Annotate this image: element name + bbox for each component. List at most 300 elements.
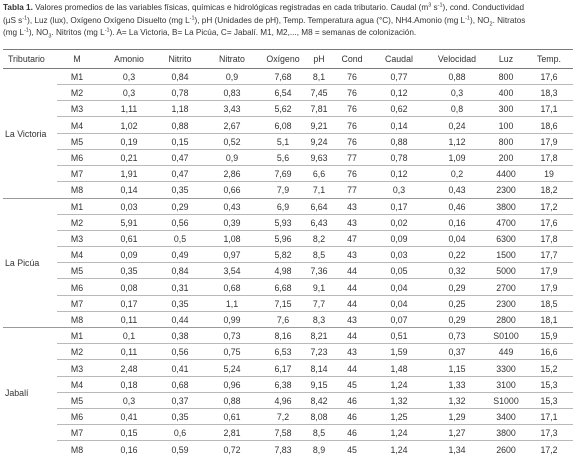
cell-amonio: 0,11 <box>120 347 138 358</box>
cell-caudal: 0,78 <box>390 153 408 163</box>
cell-caudal: 0,04 <box>390 298 408 309</box>
header-tributario: Tributario <box>8 54 45 64</box>
cell-nitrato: 2,81 <box>223 428 241 439</box>
cell-nitrato: 2,67 <box>223 120 241 131</box>
tributario-label: La Victoria <box>5 128 47 139</box>
cell-caudal: 0,51 <box>390 331 408 342</box>
cell-oxigeno: 5,93 <box>274 217 292 228</box>
cell-temp: 17,6 <box>540 72 558 82</box>
cell-temp: 17,9 <box>540 136 558 147</box>
cell-ph: 7,36 <box>310 266 328 277</box>
cell-amonio: 0,18 <box>120 379 138 390</box>
cell-ph: 7,1 <box>312 185 326 196</box>
cell-m: M3 <box>70 363 84 374</box>
table-row <box>57 85 573 101</box>
cell-velocidad: 0,25 <box>448 298 466 309</box>
tributario-label: Jabalí <box>5 388 29 398</box>
header-oxigeno: Oxígeno <box>266 54 300 64</box>
cell-nitrato: 0,97 <box>223 250 241 261</box>
cell-amonio: 2,48 <box>120 363 138 374</box>
cell-luz: 2300 <box>496 298 516 309</box>
cell-amonio: 0,3 <box>122 396 136 406</box>
cell-nitrito: 0,38 <box>171 331 189 342</box>
cell-nitrito: 0,78 <box>171 88 189 99</box>
cell-nitrato: 0,99 <box>223 315 241 325</box>
cell-ph: 9,63 <box>310 153 328 163</box>
cell-nitrito: 0,56 <box>171 347 189 358</box>
table-row <box>57 409 573 425</box>
cell-ph: 6,64 <box>310 201 328 212</box>
cell-velocidad: 0,24 <box>448 120 466 131</box>
cell-velocidad: 0,32 <box>448 266 466 277</box>
header-nitrato: Nitrato <box>219 54 245 64</box>
cell-cond: 76 <box>347 136 357 147</box>
cell-ph: 9,24 <box>310 136 328 147</box>
cell-cond: 77 <box>347 185 357 196</box>
cell-cond: 46 <box>347 428 357 439</box>
cell-nitrito: 0,29 <box>171 201 189 212</box>
cell-nitrito: 0,35 <box>171 185 189 196</box>
table-row <box>57 182 573 198</box>
cell-amonio: 0,11 <box>120 315 138 325</box>
cell-temp: 17,3 <box>540 428 558 439</box>
cell-m: M8 <box>70 444 84 455</box>
table-row <box>57 101 573 117</box>
table-row <box>57 393 573 409</box>
cell-m: M7 <box>70 298 84 309</box>
cell-caudal: 0,02 <box>390 217 408 228</box>
cell-oxigeno: 6,54 <box>274 88 292 99</box>
cell-amonio: 0,3 <box>122 88 136 99</box>
cell-m: M2 <box>70 347 84 358</box>
cell-temp: 15,2 <box>540 363 558 374</box>
table-row <box>57 425 573 441</box>
cell-caudal: 0,12 <box>390 88 408 99</box>
cell-m: M4 <box>70 379 84 390</box>
cell-nitrato: 0,83 <box>223 88 241 99</box>
cell-cond: 46 <box>347 396 357 406</box>
cell-luz: 2700 <box>496 282 516 293</box>
cell-ph: 8,21 <box>310 331 328 342</box>
cell-caudal: 0,88 <box>390 136 408 147</box>
cell-velocidad: 1,34 <box>448 444 466 455</box>
cell-ph: 8,5 <box>312 428 326 439</box>
cell-temp: 17,2 <box>540 444 558 455</box>
cell-caudal: 1,59 <box>390 347 408 358</box>
cell-cond: 44 <box>347 282 357 293</box>
header-luz: Luz <box>498 54 514 64</box>
cell-m: M5 <box>70 136 84 147</box>
cell-ph: 7,23 <box>310 347 328 358</box>
cell-temp: 17,8 <box>540 234 558 244</box>
cell-temp: 18,3 <box>540 88 558 99</box>
table-row <box>57 328 573 344</box>
cell-luz: 5000 <box>496 266 516 277</box>
cell-ph: 8,08 <box>310 412 328 423</box>
cell-caudal: 1,24 <box>390 444 408 455</box>
cell-luz: 2300 <box>496 185 516 196</box>
cell-ph: 6,6 <box>312 169 326 180</box>
header-nitrito: Nitrito <box>168 54 192 64</box>
cell-oxigeno: 7,9 <box>276 185 290 196</box>
cell-cond: 76 <box>347 169 357 180</box>
cell-temp: 18,2 <box>540 185 558 196</box>
cell-nitrito: 0,88 <box>171 120 189 131</box>
cell-ph: 9,15 <box>310 379 328 390</box>
cell-velocidad: 0,22 <box>448 250 466 261</box>
cell-ph: 9,1 <box>312 282 326 293</box>
cell-nitrato: 0,68 <box>223 282 241 293</box>
cell-cond: 43 <box>347 201 357 212</box>
cell-ph: 8,9 <box>312 444 326 455</box>
cell-amonio: 0,61 <box>120 234 138 244</box>
cell-cond: 44 <box>347 298 357 309</box>
cell-caudal: 0,05 <box>390 266 408 277</box>
cell-caudal: 0,17 <box>390 201 408 212</box>
cell-cond: 77 <box>347 153 357 163</box>
cell-oxigeno: 6,9 <box>276 201 290 212</box>
cell-caudal: 0,09 <box>390 234 408 244</box>
cell-nitrato: 0,9 <box>225 72 239 82</box>
cell-ph: 8,42 <box>310 396 328 406</box>
table-row <box>57 69 573 85</box>
cell-temp: 17,9 <box>540 282 558 293</box>
cell-cond: 43 <box>347 217 357 228</box>
cell-cond: 76 <box>347 88 357 99</box>
cell-velocidad: 1,32 <box>448 396 466 406</box>
cell-nitrato: 0,75 <box>223 347 241 358</box>
cell-nitrito: 0,47 <box>171 169 189 180</box>
header-cond: Cond <box>341 54 363 64</box>
cell-m: M2 <box>70 217 84 228</box>
cell-oxigeno: 7,2 <box>276 412 290 423</box>
header-temp: Temp. <box>537 54 561 64</box>
cell-nitrato: 0,43 <box>223 201 241 212</box>
table-top-rule <box>3 49 573 50</box>
cell-luz: 449 <box>498 347 514 358</box>
cell-amonio: 1,02 <box>120 120 138 131</box>
cell-velocidad: 0,8 <box>450 104 464 115</box>
cell-oxigeno: 6,68 <box>274 282 292 293</box>
cell-ph: 7,7 <box>312 298 326 309</box>
header-ph: pH <box>313 54 325 64</box>
cell-oxigeno: 4,98 <box>274 266 292 277</box>
cell-cond: 44 <box>347 266 357 277</box>
cell-oxigeno: 6,53 <box>274 347 292 358</box>
cell-nitrito: 0,35 <box>171 298 189 309</box>
cell-temp: 17,9 <box>540 266 558 277</box>
cell-velocidad: 0,73 <box>448 331 466 342</box>
cell-velocidad: 0,29 <box>448 315 466 325</box>
cell-caudal: 1,24 <box>390 379 408 390</box>
cell-nitrato: 0,9 <box>225 153 239 163</box>
cell-m: M3 <box>70 234 84 244</box>
cell-oxigeno: 7,15 <box>274 298 292 309</box>
cell-luz: 100 <box>498 120 514 131</box>
table-row <box>57 134 573 150</box>
cell-amonio: 5,91 <box>120 217 138 228</box>
cell-m: M6 <box>70 282 84 293</box>
cell-amonio: 0,19 <box>120 136 138 147</box>
cell-temp: 15,9 <box>540 331 558 342</box>
cell-oxigeno: 6,38 <box>274 379 292 390</box>
cell-m: M8 <box>70 315 84 325</box>
cell-nitrito: 0,68 <box>171 379 189 390</box>
cell-cond: 47 <box>347 234 357 244</box>
cell-temp: 19 <box>544 169 554 180</box>
cell-oxigeno: 6,17 <box>274 363 292 374</box>
cell-cond: 76 <box>347 120 357 131</box>
cell-velocidad: 0,3 <box>450 88 464 99</box>
cell-amonio: 0,35 <box>120 266 138 277</box>
cell-cond: 46 <box>347 412 357 423</box>
cell-nitrito: 0,44 <box>171 315 189 325</box>
cell-oxigeno: 5,62 <box>274 104 292 115</box>
table-row <box>57 199 573 215</box>
cell-luz: 2800 <box>496 315 516 325</box>
cell-m: M7 <box>70 428 84 439</box>
cell-caudal: 0,07 <box>390 315 408 325</box>
cell-velocidad: 0,16 <box>448 217 466 228</box>
cell-nitrito: 0,41 <box>171 363 189 374</box>
cell-oxigeno: 7,69 <box>274 169 292 180</box>
cell-ph: 8,2 <box>312 234 326 244</box>
cell-nitrato: 3,43 <box>223 104 241 115</box>
cell-luz: 200 <box>498 153 514 163</box>
cell-luz: 1500 <box>496 250 516 261</box>
cell-velocidad: 1,12 <box>448 136 466 147</box>
table-row <box>57 215 573 231</box>
header-caudal: Caudal <box>385 54 413 64</box>
cell-m: M5 <box>70 266 84 277</box>
cell-ph: 8,14 <box>310 363 328 374</box>
cell-nitrito: 0,59 <box>171 444 189 455</box>
cell-oxigeno: 7,83 <box>274 444 292 455</box>
cell-velocidad: 0,2 <box>450 169 464 180</box>
cell-temp: 18,5 <box>540 298 558 309</box>
cell-nitrito: 0,56 <box>171 217 189 228</box>
cell-caudal: 1,48 <box>390 363 408 374</box>
cell-nitrato: 1,08 <box>223 234 241 244</box>
cell-nitrato: 1,1 <box>225 298 239 309</box>
header-velocidad: Velocidad <box>437 54 477 64</box>
cell-cond: 43 <box>347 250 357 261</box>
cell-m: M7 <box>70 169 84 180</box>
cell-m: M1 <box>70 331 84 342</box>
cell-caudal: 0,12 <box>390 169 408 180</box>
cell-nitrito: 0,5 <box>173 234 187 244</box>
cell-amonio: 0,1 <box>122 331 136 342</box>
cell-cond: 76 <box>347 104 357 115</box>
cell-luz: S0100 <box>493 331 519 342</box>
cell-nitrito: 0,49 <box>171 250 189 261</box>
table-row <box>57 361 573 377</box>
cell-amonio: 0,17 <box>120 298 138 309</box>
cell-amonio: 0,09 <box>120 250 138 261</box>
cell-cond: 44 <box>347 363 357 374</box>
cell-amonio: 0,16 <box>120 444 138 455</box>
cell-cond: 45 <box>347 444 357 455</box>
table-row <box>57 231 573 247</box>
cell-luz: 800 <box>498 136 514 147</box>
cell-velocidad: 0,43 <box>448 185 466 196</box>
cell-velocidad: 0,04 <box>448 234 466 244</box>
cell-temp: 17,7 <box>540 250 558 261</box>
cell-oxigeno: 7,68 <box>274 72 292 82</box>
cell-m: M4 <box>70 250 84 261</box>
cell-nitrato: 0,52 <box>223 136 241 147</box>
table-row <box>57 247 573 263</box>
cell-ph: 7,81 <box>310 104 328 115</box>
cell-velocidad: 1,27 <box>448 428 466 439</box>
cell-temp: 16,6 <box>540 347 558 358</box>
cell-m: M2 <box>70 88 84 99</box>
header-amonio: Amonio <box>114 54 144 64</box>
caption-label: Tabla 1. <box>3 3 33 12</box>
cell-amonio: 1,91 <box>120 169 138 180</box>
cell-luz: 800 <box>498 72 514 82</box>
cell-nitrato: 0,66 <box>223 185 241 196</box>
cell-caudal: 0,3 <box>392 185 406 196</box>
cell-velocidad: 0,46 <box>448 201 466 212</box>
cell-cond: 43 <box>347 315 357 325</box>
cell-oxigeno: 6,08 <box>274 120 292 131</box>
table-caption: Tabla 1. Valores promedios de las variables físicas, químicas e hidrológicas registradas en cada tributario. Caudal ($m^3$ $s^{-1}$), cond. Conductividad (µS $s^{-1}$), Luz (lux), Oxígeno Oxígeno Disuelto (mg $L^{-1}$), pH (Unidades de pH), Temp. Temperatura agua (°C), NH4.Amonio (mg $L^{-1}$), $NO_2$. Nitratos (mg $L^{-1}$), $NO_3$. Nitritos (mg $L^{-1}$). A= La Victoria, B= La Picúa, C= Jabalí. M1, M2,..., M8 = semanas de colonización. <box>3 2 526 40</box>
cell-amonio: 0,08 <box>120 282 138 293</box>
table-row <box>57 118 573 134</box>
cell-m: M5 <box>70 396 84 406</box>
cell-oxigeno: 7,6 <box>276 315 290 325</box>
cell-cond: 45 <box>347 379 357 390</box>
cell-temp: 17,1 <box>540 104 558 115</box>
cell-nitrito: 0,37 <box>171 396 189 406</box>
cell-m: M6 <box>70 412 84 423</box>
cell-luz: S1000 <box>493 396 519 406</box>
cell-ph: 8,1 <box>312 72 326 82</box>
cell-amonio: 0,14 <box>120 185 138 196</box>
cell-nitrito: 0,6 <box>173 428 187 439</box>
cell-oxigeno: 5,6 <box>276 153 290 163</box>
cell-luz: 3800 <box>496 201 516 212</box>
cell-caudal: 0,77 <box>390 72 408 82</box>
cell-nitrato: 5,24 <box>223 363 241 374</box>
cell-velocidad: 1,15 <box>448 363 466 374</box>
cell-nitrato: 0,73 <box>223 331 241 342</box>
cell-velocidad: 0,88 <box>448 72 466 82</box>
cell-temp: 17,1 <box>540 412 558 423</box>
cell-luz: 3300 <box>496 363 516 374</box>
cell-nitrito: 1,18 <box>171 104 189 115</box>
cell-temp: 18,6 <box>540 120 558 131</box>
cell-temp: 17,8 <box>540 153 558 163</box>
cell-temp: 15,3 <box>540 379 558 390</box>
cell-caudal: 1,25 <box>390 412 408 423</box>
cell-amonio: 0,21 <box>120 153 138 163</box>
cell-nitrato: 0,96 <box>223 379 241 390</box>
cell-oxigeno: 5,96 <box>274 234 292 244</box>
cell-m: M6 <box>70 153 84 163</box>
cell-ph: 6,43 <box>310 217 328 228</box>
table-row <box>57 312 573 328</box>
cell-cond: 43 <box>347 347 357 358</box>
cell-amonio: 0,3 <box>122 72 136 82</box>
cell-caudal: 0,04 <box>390 282 408 293</box>
table-row <box>57 263 573 279</box>
cell-m: M4 <box>70 120 84 131</box>
cell-ph: 8,5 <box>312 250 326 261</box>
cell-m: M3 <box>70 104 84 115</box>
cell-nitrato: 2,86 <box>223 169 241 180</box>
cell-oxigeno: 5,82 <box>274 250 292 261</box>
table-row <box>57 377 573 393</box>
cell-temp: 17,6 <box>540 217 558 228</box>
table-row <box>57 166 573 182</box>
cell-nitrito: 0,84 <box>171 72 189 82</box>
table-row <box>57 150 573 166</box>
cell-nitrato: 0,72 <box>223 444 241 455</box>
cell-ph: 9,21 <box>310 120 328 131</box>
cell-nitrito: 0,47 <box>171 153 189 163</box>
cell-caudal: 0,14 <box>390 120 408 131</box>
cell-velocidad: 1,33 <box>448 379 466 390</box>
cell-luz: 6300 <box>496 234 516 244</box>
cell-nitrito: 0,31 <box>171 282 189 293</box>
cell-luz: 3400 <box>496 412 516 423</box>
cell-luz: 300 <box>498 104 514 115</box>
cell-oxigeno: 4,96 <box>274 396 292 406</box>
cell-oxigeno: 7,58 <box>274 428 292 439</box>
cell-luz: 4400 <box>496 169 516 180</box>
cell-cond: 76 <box>347 72 357 82</box>
cell-velocidad: 0,37 <box>448 347 466 358</box>
cell-temp: 15,3 <box>540 396 558 406</box>
cell-luz: 3100 <box>496 379 516 390</box>
cell-luz: 400 <box>498 88 514 99</box>
cell-m: M1 <box>70 72 84 82</box>
cell-nitrato: 0,61 <box>223 412 241 423</box>
cell-velocidad: 0,29 <box>448 282 466 293</box>
table-row <box>57 344 573 360</box>
cell-temp: 18,1 <box>540 315 558 325</box>
cell-nitrato: 0,88 <box>223 396 241 406</box>
cell-m: M8 <box>70 185 84 196</box>
cell-ph: 8,3 <box>312 315 326 325</box>
cell-ph: 7,45 <box>310 88 328 99</box>
cell-luz: 2600 <box>496 444 516 455</box>
cell-luz: 4700 <box>496 217 516 228</box>
cell-velocidad: 1,09 <box>448 153 466 163</box>
cell-amonio: 1,11 <box>120 104 138 115</box>
cell-m: M1 <box>70 201 84 212</box>
cell-nitrito: 0,84 <box>171 266 189 277</box>
cell-cond: 44 <box>347 331 357 342</box>
cell-oxigeno: 8,16 <box>274 331 292 342</box>
cell-amonio: 0,41 <box>120 412 138 423</box>
cell-caudal: 0,03 <box>390 250 408 261</box>
cell-amonio: 0,03 <box>120 201 138 212</box>
cell-oxigeno: 5,1 <box>276 136 290 147</box>
cell-nitrato: 0,39 <box>223 217 241 228</box>
cell-nitrato: 3,54 <box>223 266 241 277</box>
cell-caudal: 1,32 <box>390 396 408 406</box>
cell-luz: 3800 <box>496 428 516 439</box>
table-row <box>57 280 573 296</box>
tributario-label: La Picúa <box>5 258 40 269</box>
cell-temp: 17,2 <box>540 201 558 212</box>
cell-velocidad: 1,29 <box>448 412 466 423</box>
header-m: M <box>73 54 81 64</box>
cell-amonio: 0,15 <box>120 428 138 439</box>
